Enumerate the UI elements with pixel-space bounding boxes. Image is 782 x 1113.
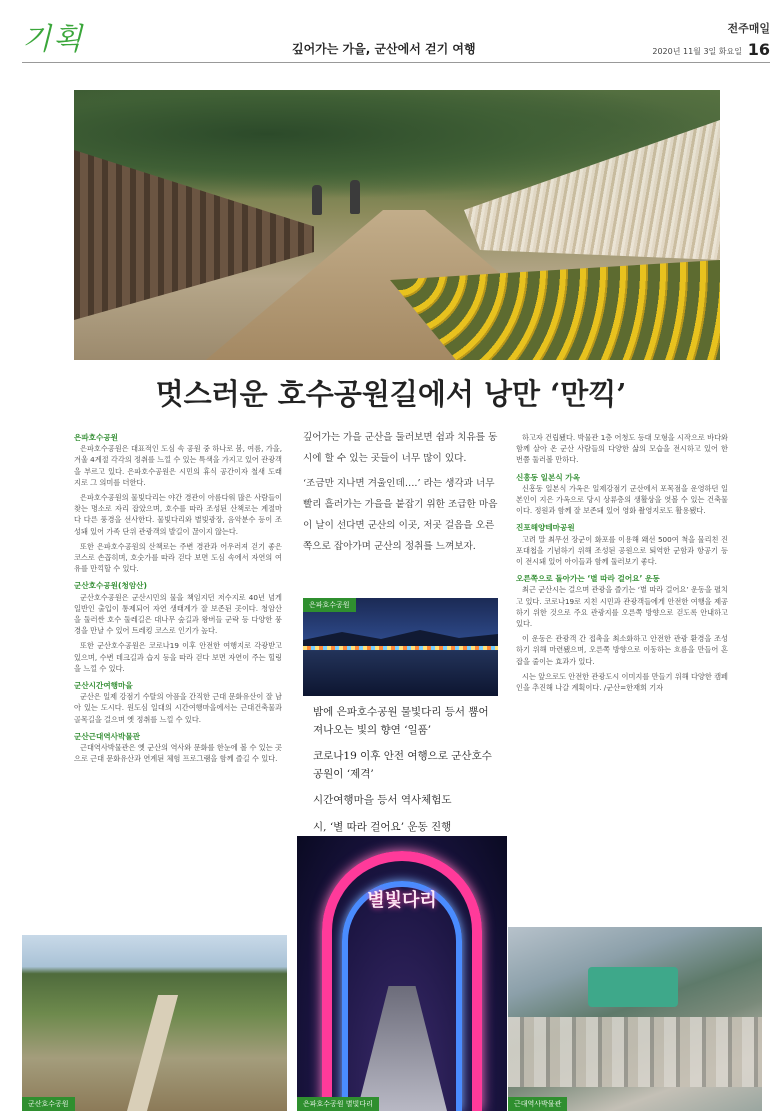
bridge-sign: 별빛다리 [367,890,437,911]
article-subheading: 군산시간여행마을 [74,681,133,691]
article-paragraph: 은파호수공원의 물빛다리는 야간 경관이 아름다워 많은 사람들이 찾는 명소로 자리 잡았으며, 호수를 따라 조성된 산책로는 계절마다 다른 풍경을 선사한다. 물빛다리와 별빛광장, 음악분수 등이 조성돼 있어 가족 단위 관광객의 발길이 끊이지 않는다. [74,493,282,536]
pull-quote: 시간여행마을 등서 역사체험도 [313,794,452,806]
article-paragraph: 또한 군산호수공원은 코로나19 이후 안전한 여행지로 각광받고 있으며, 수변 데크길과 습지 등을 따라 걷다 보면 자연이 주는 힐링을 느낄 수 있다. [74,641,282,673]
article-paragraph: 고려 말 최무선 장군이 화포를 이용해 왜선 500여 척을 물리친 진포대첩을 기념하기 위해 조성된 공원으로 퇴역한 군함과 항공기 등이 전시돼 있어 아이들과 함께 둘러보기 좋다. [516,534,728,567]
starlight-bridge-photo [297,836,507,1111]
newspaper-name: 전주매일 [727,22,770,35]
article-intro [303,427,498,561]
photo-caption: 근대역사박물관 [508,1097,567,1111]
article-column-left [74,432,282,768]
article-column-right [516,432,728,697]
pull-quote: 시, ‘별 따라 걸어요’ 운동 진행 [313,820,452,833]
article-paragraph: 군산은 일제 강점기 수탈의 아픔을 간직한 근대 문화유산이 잘 남아 있는 도시다. 원도심 일대의 시간여행마을에서는 근대건축물과 골목길을 걸으며 옛 정취를 느낄 수 있다. [74,692,282,724]
photo-caption: 은파호수공원 별빛다리 [297,1097,379,1111]
photo-caption: 군산호수공원 [22,1097,75,1111]
page-number: 16 [747,40,770,59]
headline: 멋스러운 호수공원길에서 낭만 ‘만끽’ [155,377,627,411]
museum-roof [588,967,678,1007]
article-subheading: 진포해양테마공원 [516,523,575,533]
article-subheading: 오른쪽으로 돌아가는 ‘별 따라 걸어요’ 운동 [516,574,660,584]
article-paragraph: 또한 은파호수공원의 산책로는 주변 경관과 어우러져 걷기 좋은 코스로 손꼽히며, 호숫가를 따라 걷다 보면 도심 속에서 자연의 여유를 만끽할 수 있다. [74,541,282,574]
walker-figure [312,185,322,215]
article-paragraph: 시는 앞으로도 안전한 관광도시 이미지를 만들기 위해 다양한 캠페인을 추진해 나갈 계획이다. /군산=한재희 기자 [516,671,728,693]
article-subheading: 신흥동 일본식 가옥 [516,472,580,482]
article-subheading: 군산호수공원(청암산) [74,581,147,591]
article-paragraph: 근대역사박물관은 옛 군산의 역사와 문화를 한눈에 볼 수 있는 곳으로 근대 문화유산과 연계된 체험 프로그램을 함께 즐길 수 있다. [74,743,282,764]
museum-aerial-photo [508,927,762,1111]
park-photo [22,935,287,1111]
photo-caption: 은파호수공원 [303,598,356,612]
hills-silhouette [303,628,498,648]
pull-quote: 코로나19 이후 안전 여행으로 군산호수공원이 ‘제격’ [313,750,492,780]
city-blocks [508,1017,762,1087]
header-divider [22,62,770,63]
article-paragraph: 군산호수공원은 군산시민의 물을 책임지던 저수지로 40년 넘게 일반인 출입이 통제되어 자연 생태계가 잘 보존된 곳이다. 청암산을 둘러싼 호수 둘레길은 대나무 숲길과 왕버들 군락 등 다양한 풍경을 만날 수 있어 트레킹 코스로 인기가 높다. [74,592,282,636]
article-paragraph: 은파호수공원은 대표적인 도심 속 공원 중 하나로 봄, 여름, 가을, 겨울 4계절 각각의 정취를 느낄 수 있는 특색을 가지고 있어 관광객을 부르고 있다. 은파호수공원은 시민의 휴식 공간이자 철새 도래지로 그 의미를 더한다. [74,444,282,487]
article-paragraph: 하고자 건립됐다. 박물관 1층 어청도 등대 모형을 시작으로 바다와 함께 살아 온 군산 사람들의 다양한 삶의 모습을 전시하고 있어 한 번쯤 둘러볼 만하다. [516,433,728,465]
intro-paragraph: ‘조금만 지나면 겨울인데….’ 라는 생각과 너무 빨리 흘러가는 가을을 붙잡기 위한 조급한 마음이 날이 선다면 군산의 이곳, 저곳 걸음을 오른쪽으로 잡아가며 군산의 정취를 느껴보자. [303,478,498,552]
hero-photo [74,90,720,360]
section-logo: 기획 [22,22,84,57]
issue-date: 2020년 11월 3일 화요일 [652,47,742,56]
section-subtitle: 깊어가는 가을, 군산에서 걷기 여행 [292,42,476,56]
intro-paragraph: 깊어가는 가을 군산을 둘러보면 쉼과 치유를 동시에 할 수 있는 곳들이 너무 많이 있다. [303,432,498,464]
walker-figure [350,180,360,214]
article-subheading: 은파호수공원 [74,433,119,442]
lake-night-photo [303,598,498,696]
article-subheading: 군산근대역사박물관 [74,731,141,741]
article-paragraph: 신흥동 일본식 가옥은 일제강점기 군산에서 포목점을 운영하던 일본인이 지은 가옥으로 당시 상류층의 생활상을 엿볼 수 있는 건축물이다. 정원과 함께 잘 보존돼 있어 영화 촬영지로도 활용됐다. [516,483,728,516]
article-paragraph: 최근 군산시는 걸으며 관광을 즐기는 ‘별 따라 걸어요’ 운동을 펼치고 있다. 코로나19로 지친 시민과 관광객들에게 안전한 여행을 제공하기 위한 것으로 주요 관광지를 오른쪽 방향으로 걷도록 안내하고 있다. [516,585,728,629]
pull-quote-block [313,704,498,845]
lit-bridge [303,646,498,650]
article-paragraph: 이 운동은 관광객 간 접촉을 최소화하고 안전한 관광 환경을 조성하기 위해 마련됐으며, 오른쪽 방향으로 이동하는 흐름을 만들어 혼잡을 줄이는 효과가 있다. [516,634,728,666]
pull-quote: 밤에 은파호수공원 물빛다리 등서 뿜어져나오는 빛의 향연 ‘일품’ [313,706,489,736]
trail [126,995,178,1111]
